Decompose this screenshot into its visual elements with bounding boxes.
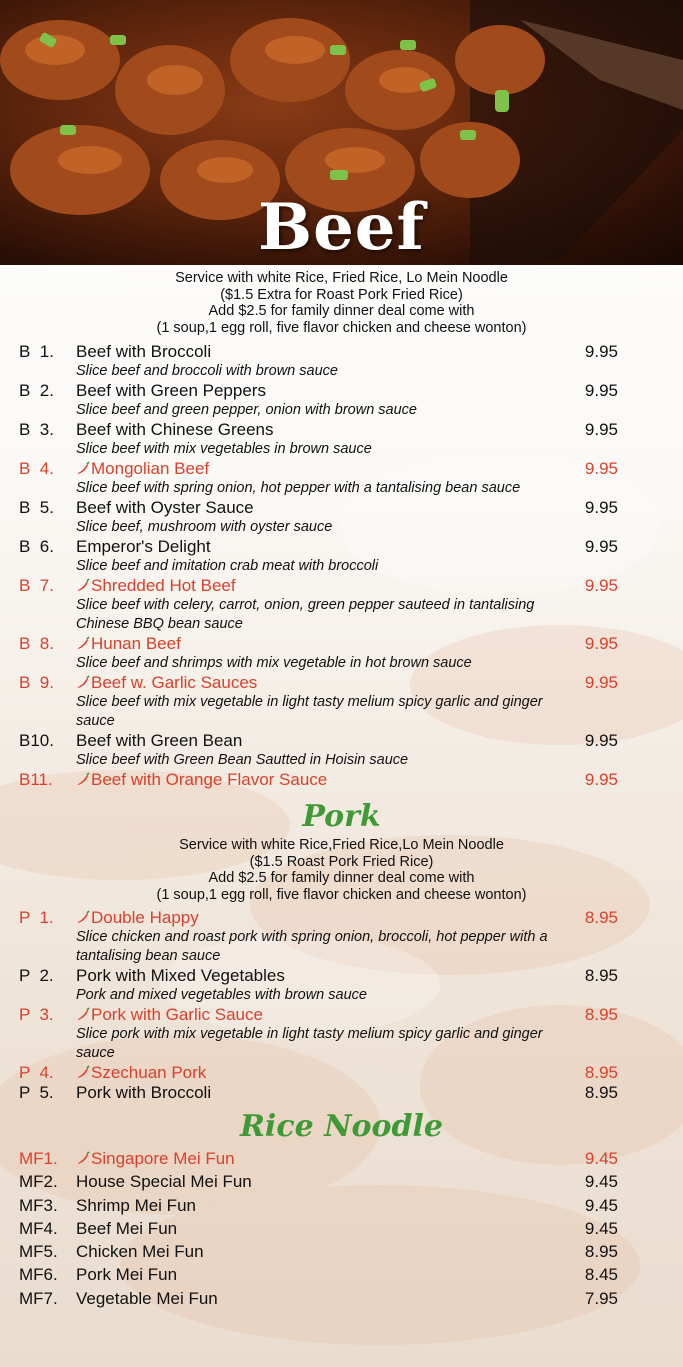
item-name-line: [76, 908, 623, 928]
item-number: B10.: [19, 731, 54, 750]
menu-item: [0, 1083, 683, 1103]
item-number: B 3.: [19, 420, 54, 439]
item-number: B 2.: [19, 381, 54, 400]
item-number: MF5.: [19, 1242, 58, 1262]
item-name: House Special Mei Fun: [76, 1172, 252, 1192]
chili-pepper-icon: [76, 772, 90, 786]
item-price: 9.45: [584, 1172, 618, 1192]
chili-pepper-icon: [76, 461, 90, 475]
pork-intro: [0, 837, 683, 903]
item-name: Beef with Oyster Sauce: [76, 498, 254, 517]
item-name: Double Happy: [91, 908, 199, 927]
menu-item: [0, 673, 683, 731]
item-price: 9.95: [584, 420, 618, 439]
item-description: Slice beef and imitation crab meat with broccoli: [76, 558, 379, 574]
intro-line: Add $2.5 for family dinner deal come with: [208, 870, 475, 886]
intro-line: ($1.5 Extra for Roast Pork Fried Rice): [220, 286, 463, 303]
item-number: P 2.: [19, 966, 54, 985]
intro-line: Service with white Rice,Fried Rice,Lo Mein Noodle: [179, 837, 504, 853]
menu-item: [0, 498, 683, 537]
item-price: 9.95: [584, 381, 618, 400]
item-name: Beef with Orange Flavor Sauce: [91, 770, 328, 789]
item-price: 9.95: [584, 731, 618, 750]
item-name: Szechuan Pork: [91, 1063, 207, 1082]
item-number: MF7.: [19, 1288, 58, 1308]
menu-item: [0, 1194, 683, 1217]
item-price: 8.95: [584, 1242, 618, 1262]
menu-item: [0, 1005, 683, 1063]
item-description: Slice beef with celery, carrot, onion, green pepper sauteed in tantalising Chinese BBQ bean sauce: [76, 597, 535, 632]
item-description: Slice beef and shrimps with mix vegetable in hot brown sauce: [76, 655, 472, 671]
item-description: Slice beef and green pepper, onion with brown sauce: [76, 402, 417, 418]
beef-intro: [0, 270, 683, 336]
item-description: Slice beef with mix vegetable in light tasty melium spicy garlic and ginger sauce: [76, 694, 543, 729]
menu-item: [0, 1147, 683, 1170]
intro-line: Service with white Rice, Fried Rice, Lo Mein Noodle: [175, 270, 508, 286]
menu-item: [0, 342, 683, 381]
item-number: P 5.: [19, 1083, 54, 1102]
item-name-line: [76, 966, 623, 986]
menu-item: [0, 381, 683, 420]
item-number: B 7.: [19, 576, 54, 595]
item-name-line: [76, 1083, 623, 1103]
intro-line: (1 soup,1 egg roll, five flavor chicken and cheese wonton): [156, 886, 527, 903]
menu-item: [0, 908, 683, 966]
item-name-line: [76, 498, 623, 518]
item-name: Beef w. Garlic Sauces: [91, 673, 258, 692]
item-price: 9.45: [584, 1149, 618, 1168]
menu-item: [0, 420, 683, 459]
item-name-line: [76, 1063, 623, 1083]
item-description: Slice beef with mix vegetables in brown sauce: [76, 441, 372, 457]
item-price: 9.95: [584, 673, 618, 692]
item-price: 8.95: [584, 908, 618, 927]
item-name-line: [76, 576, 623, 596]
item-price: 7.95: [584, 1288, 618, 1308]
menu-item: [0, 1170, 683, 1193]
item-number: B 5.: [19, 498, 54, 517]
item-number: B 9.: [19, 673, 54, 692]
item-name-line: [76, 1263, 623, 1286]
item-name: Beef with Green Bean: [76, 731, 243, 750]
item-name-line: [76, 1170, 623, 1193]
item-description: Slice beef with spring onion, hot pepper with a tantalising bean sauce: [76, 480, 521, 496]
item-name-line: [76, 420, 623, 440]
item-price: 8.95: [584, 966, 618, 985]
page-title: Beef: [257, 190, 426, 265]
item-number: P 3.: [19, 1005, 54, 1024]
item-name: Beef with Broccoli: [76, 342, 212, 361]
item-price: 9.95: [584, 576, 618, 595]
item-description: Slice beef and broccoli with brown sauce: [76, 363, 338, 379]
item-number: MF4.: [19, 1218, 58, 1238]
item-name: Shredded Hot Beef: [91, 576, 236, 595]
item-name: Emperor's Delight: [76, 537, 211, 556]
rice-noodle-item-list: [0, 1147, 683, 1310]
item-price: 8.95: [584, 1063, 618, 1082]
item-name-line: [76, 1147, 623, 1170]
item-number: MF2.: [19, 1172, 58, 1192]
menu-item: [0, 770, 683, 790]
item-name: Beef with Chinese Greens: [76, 420, 274, 439]
item-name-line: [76, 1240, 623, 1263]
item-number: P 1.: [19, 908, 54, 927]
menu-item: [0, 1217, 683, 1240]
item-name: Vegetable Mei Fun: [76, 1288, 218, 1308]
item-price: 8.95: [584, 1083, 618, 1102]
item-name-line: [76, 1287, 623, 1310]
section-title-pork: Pork: [302, 799, 381, 834]
item-number: P 4.: [19, 1063, 54, 1082]
item-price: 8.45: [584, 1265, 618, 1285]
item-name: Chicken Mei Fun: [76, 1242, 204, 1262]
menu-item: [0, 966, 683, 1005]
menu-item: [0, 1263, 683, 1286]
item-name: Beef Mei Fun: [76, 1218, 178, 1238]
chili-pepper-icon: [76, 1151, 90, 1165]
item-name: Mongolian Beef: [91, 459, 210, 478]
item-price: 9.95: [584, 342, 618, 361]
item-price: 9.95: [584, 634, 618, 653]
menu-item: [0, 634, 683, 673]
item-number: MF6.: [19, 1265, 58, 1285]
item-name-line: [76, 731, 623, 751]
chili-pepper-icon: [76, 675, 90, 689]
menu-item: [0, 1063, 683, 1083]
item-description: Slice pork with mix vegetable in light tasty melium spicy garlic and ginger sauce: [76, 1026, 543, 1061]
item-name: Pork with Garlic Sauce: [91, 1005, 263, 1024]
item-name-line: [76, 381, 623, 401]
item-number: MF3.: [19, 1195, 58, 1215]
item-price: 9.95: [584, 459, 618, 478]
item-number: B 6.: [19, 537, 54, 556]
item-number: MF1.: [19, 1149, 58, 1168]
chili-pepper-icon: [76, 1007, 90, 1021]
item-price: 8.95: [584, 1005, 618, 1024]
pork-item-list: [0, 908, 683, 1103]
item-price: 9.95: [584, 537, 618, 556]
chili-pepper-icon: [76, 910, 90, 924]
item-name: Pork with Broccoli: [76, 1083, 212, 1102]
item-name: Shrimp Mei Fun: [76, 1195, 196, 1215]
menu-item: [0, 576, 683, 634]
item-name: Beef with Green Peppers: [76, 381, 266, 400]
item-name: Singapore Mei Fun: [91, 1149, 235, 1168]
item-name: Pork with Mixed Vegetables: [76, 966, 285, 985]
item-description: Slice beef, mushroom with oyster sauce: [76, 519, 333, 535]
menu-item: [0, 1287, 683, 1310]
item-name-line: [76, 1005, 623, 1025]
item-name-line: [76, 342, 623, 362]
item-number: B 1.: [19, 342, 54, 361]
item-name-line: [76, 634, 623, 654]
chili-pepper-icon: [76, 636, 90, 650]
chili-pepper-icon: [76, 1065, 90, 1079]
menu-item: [0, 1240, 683, 1263]
intro-line: (1 soup,1 egg roll, five flavor chicken and cheese wonton): [156, 319, 527, 336]
item-name-line: [76, 459, 623, 479]
intro-line: Add $2.5 for family dinner deal come with: [208, 303, 475, 319]
item-name-line: [76, 770, 623, 790]
item-number: B 4.: [19, 459, 54, 478]
section-title-rice-noodle: Rice Noodle: [239, 1109, 444, 1144]
item-description: Slice beef with Green Bean Sautted in Hoisin sauce: [76, 752, 409, 768]
menu-item: [0, 537, 683, 576]
header-food-photo: [0, 0, 683, 265]
chili-pepper-icon: [76, 578, 90, 592]
item-description: Pork and mixed vegetables with brown sauce: [76, 987, 367, 1003]
item-number: B 8.: [19, 634, 54, 653]
item-price: 9.45: [584, 1195, 618, 1215]
item-name: Pork Mei Fun: [76, 1265, 178, 1285]
item-price: 9.95: [584, 498, 618, 517]
menu-content: [0, 265, 683, 1310]
item-description: Slice chicken and roast pork with spring onion, broccoli, hot pepper with a tantalising bean sauce: [76, 929, 548, 964]
menu-item: [0, 459, 683, 498]
intro-line: ($1.5 Roast Pork Fried Rice): [249, 853, 434, 870]
item-name-line: [76, 1217, 623, 1240]
beef-item-list: [0, 342, 683, 790]
item-price: 9.45: [584, 1218, 618, 1238]
item-name-line: [76, 1194, 623, 1217]
item-number: B11.: [19, 770, 53, 789]
menu-item: [0, 731, 683, 770]
item-name-line: [76, 673, 623, 693]
item-name-line: [76, 537, 623, 557]
item-price: 9.95: [584, 770, 618, 789]
item-name: Hunan Beef: [91, 634, 181, 653]
